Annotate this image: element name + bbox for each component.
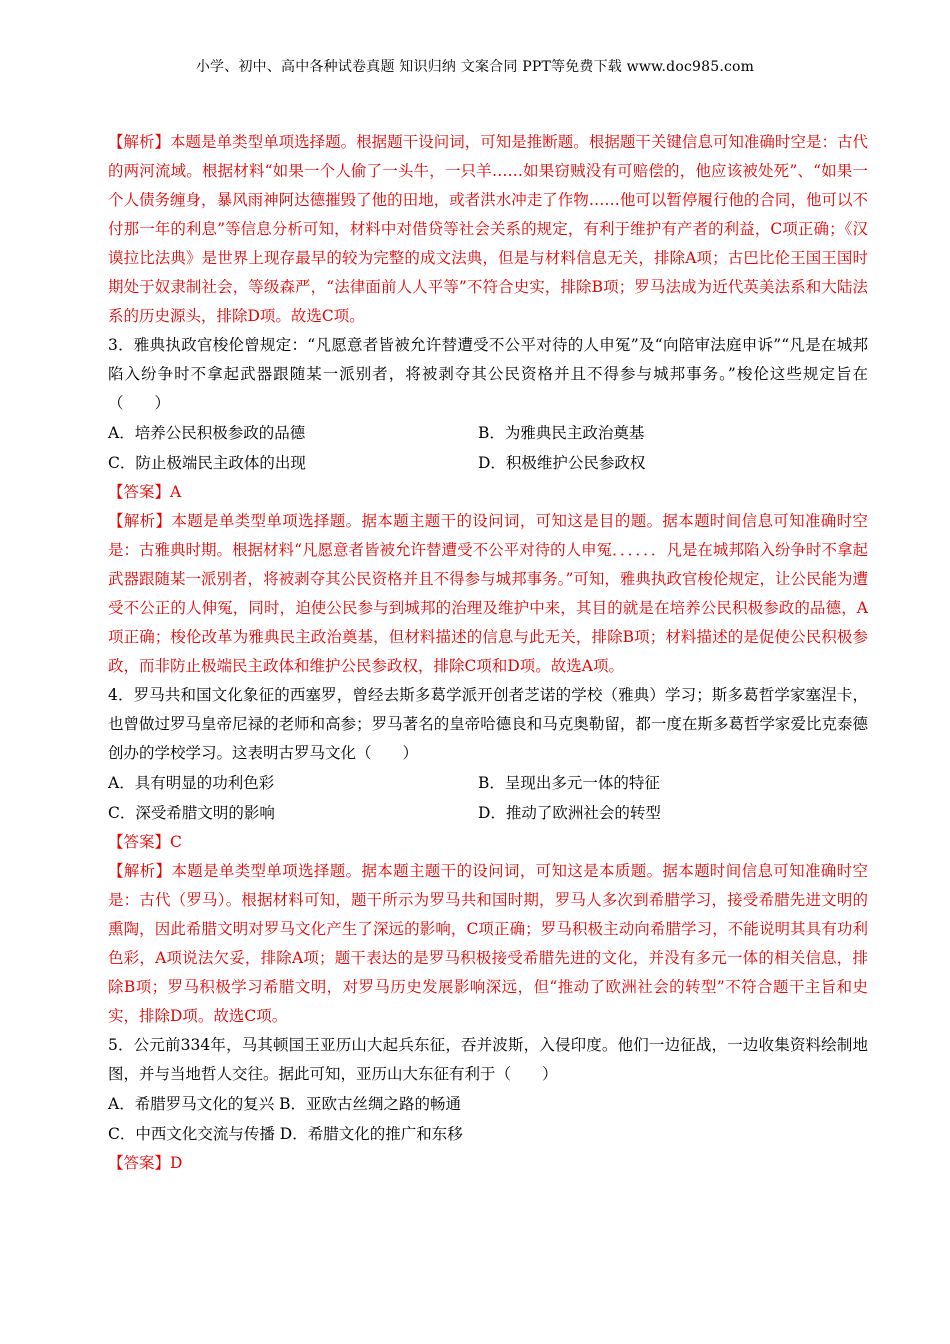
q3-analysis: 【解析】本题是单类型单项选择题。据本题主题干的设问词，可知这是目的题。据本题时间信息可知准确时空是：古雅典时期。根据材料“凡愿意者皆被允许替遭受不公平对待的人申冤．．．．．．凡是在城邦陷入纷争时不拿起武器跟随某一派别者，将被剥夺其公民资格并且不得参与城邦事务。”可知，雅典执政官梭伦规定，让公民能为遭受不公正的人伸冤，同时，迫使公民参与到城邦的治理及维护中来，其目的就是在培养公民积极参政的品德，A项正确；梭伦改革为雅典民主政治奠基，但材料描述的信息与此无关，排除B项；材料描述的是促使公民积极参政，而非防止极端民主政体和维护公民参政权，排除C项和D项。故选A项。 (108, 512, 868, 675)
document-body (108, 128, 868, 1178)
q4-option-a: A．具有明显的功利色彩 (108, 774, 275, 792)
q4-option-d: D．推动了欧洲社会的转型 (478, 804, 661, 822)
q3-options (108, 418, 868, 478)
question-4 (108, 681, 868, 1031)
q4-answer: 【答案】C (108, 833, 182, 851)
q4-option-c: C．深受希腊文明的影响 (108, 804, 275, 822)
q3-stem: 3．雅典执政官梭伦曾规定：“凡愿意者皆被允许替遭受不公平对待的人申冤”及“向陪审法庭申诉”“凡是在城邦陷入纷争时不拿起武器跟随某一派别者，将被剥夺其公民资格并且不得参与城邦事务。”梭伦这些规定旨在（ ） (108, 336, 868, 412)
q4-option-b: B．呈现出多元一体的特征 (478, 774, 660, 792)
q5-options-line-1: A．希腊罗马文化的复兴 B．亚欧古丝绸之路的畅通 (108, 1095, 462, 1113)
q3-option-a: A．培养公民积极参政的品德 (108, 424, 306, 442)
question-5 (108, 1031, 868, 1178)
q5-answer: 【答案】D (108, 1154, 183, 1172)
q3-answer: 【答案】A (108, 483, 182, 501)
q2-analysis: 【解析】本题是单类型单项选择题。根据题干设问词，可知是推断题。根据题干关键信息可知准确时空是：古代的两河流域。根据材料“如果一个人偷了一头牛，一只羊……如果窃贼没有可赔偿的，他应该被处死”、“如果一个人债务缠身，暴风雨神阿达德摧毁了他的田地，或者洪水冲走了作物……他可以暂停履行他的合同，他可以不付那一年的利息”等信息分析可知，材料中对借贷等社会关系的规定，有利于维护有产者的利益，C项正确；《汉谟拉比法典》是世界上现存最早的较为完整的成文法典，但是与材料信息无关，排除A项；古巴比伦王国王国时期处于奴隶制社会，等级森严，“法律面前人人平等”不符合史实，排除B项；罗马法成为近代英美法系和大陆法系的历史源头，排除D项。故选C项。 (108, 133, 868, 325)
q5-options-line-2: C．中西文化交流与传播 D．希腊文化的推广和东移 (108, 1125, 463, 1143)
q3-option-b: B．为雅典民主政治奠基 (478, 424, 645, 442)
question-3 (108, 331, 868, 681)
page-header: 小学、初中、高中各种试卷真题 知识归纳 文案合同 PPT等免费下载 www.doc985.com (195, 59, 755, 75)
q4-options (108, 768, 868, 828)
q3-option-d: D．积极维护公民参政权 (478, 454, 646, 472)
q5-stem: 5．公元前334年，马其顿国王亚历山大起兵东征，吞并波斯，入侵印度。他们一边征战，一边收集资料绘制地图，并与当地哲人交往。据此可知，亚历山大东征有利于（ ） (108, 1036, 868, 1083)
q3-option-c: C．防止极端民主政体的出现 (108, 454, 306, 472)
q4-analysis: 【解析】本题是单类型单项选择题。据本题主题干的设问词，可知这是本质题。据本题时间信息可知准确时空是：古代（罗马）。根据材料可知，题干所示为罗马共和国时期，罗马人多次到希腊学习，接受希腊先进文明的熏陶，因此希腊文明对罗马文化产生了深远的影响，C项正确；罗马积极主动向希腊学习，不能说明其具有功利色彩，A项说法欠妥，排除A项；题干表达的是罗马积极接受希腊先进的文化，并没有多元一体的相关信息，排除B项；罗马积极学习希腊文明，对罗马历史发展影响深远，但“推动了欧洲社会的转型”不符合题干主旨和史实，排除D项。故选C项。 (108, 862, 868, 1025)
q4-stem: 4．罗马共和国文化象征的西塞罗，曾经去斯多葛学派开创者芝诺的学校（雅典）学习；斯多葛哲学家塞涅卡，也曾做过罗马皇帝尼禄的老师和高参；罗马著名的皇帝哈德良和马克奥勒留，都一度在斯多葛哲学家爱比克泰德创办的学校学习。这表明古罗马文化（ ） (108, 686, 868, 762)
